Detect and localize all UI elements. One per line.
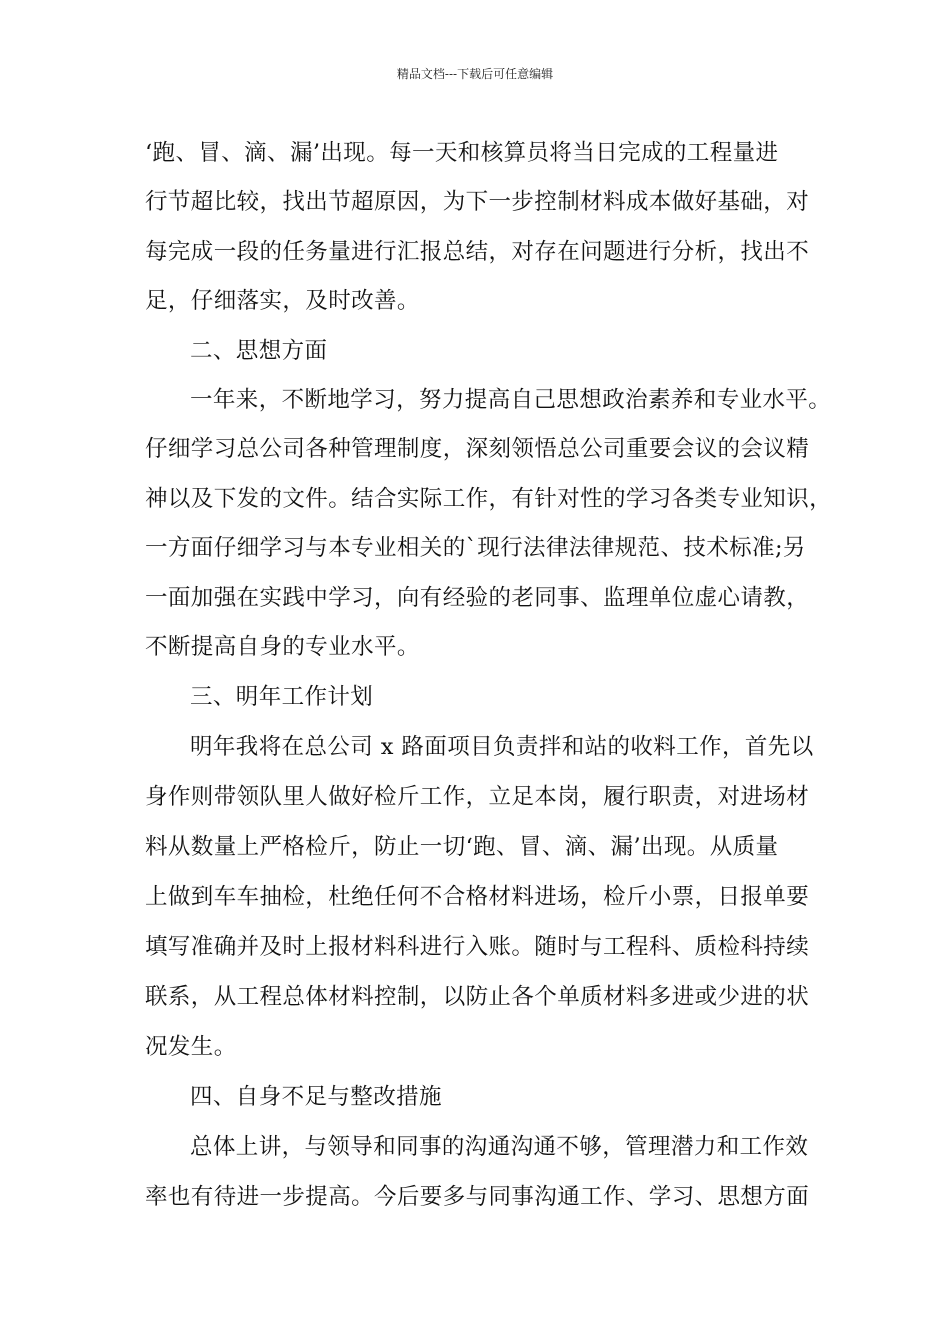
body-line: 足，仔细落实，及时改善。 bbox=[145, 288, 420, 314]
body-line: 联系，从工程总体材料控制，以防止各个单质材料多进或少进的状 bbox=[145, 984, 810, 1010]
body-line: 填写准确并及时上报材料科进行入账。随时与工程科、质检科持续 bbox=[145, 934, 810, 960]
body-line: 神以及下发的文件。结合实际工作，有针对性的学习各类专业知识， bbox=[145, 486, 833, 512]
body-line: 一面加强在实践中学习，向有经验的老同事、监理单位虚心请教， bbox=[145, 585, 810, 611]
body-line: 明年我将在总公司 x 路面项目负责拌和站的收料工作，首先以 bbox=[190, 734, 814, 760]
section-heading: 三、明年工作计划 bbox=[190, 684, 374, 710]
body-line: ‘跑、冒、滴、漏’出现。每一天和核算员将当日完成的工程量进 bbox=[145, 140, 779, 166]
page-header: 精品文档---下载后可任意编辑 bbox=[396, 67, 554, 81]
body-line: 行节超比较，找出节超原因，为下一步控制材料成本做好基础，对 bbox=[145, 189, 810, 215]
body-line: 料从数量上严格检斤，防止一切‘跑、冒、滴、漏’出现。从质量 bbox=[145, 834, 779, 860]
section-heading: 四、自身不足与整改措施 bbox=[190, 1084, 442, 1110]
body-line: 身作则带领队里人做好检斤工作，立足本岗，履行职责，对进场材 bbox=[145, 784, 810, 810]
section-heading: 二、思想方面 bbox=[190, 338, 328, 364]
body-line: 不断提高自身的专业水平。 bbox=[145, 634, 420, 660]
body-line: 仔细学习总公司各种管理制度，深刻领悟总公司重要会议的会议精 bbox=[145, 436, 810, 462]
body-line: 每完成一段的任务量进行汇报总结，对存在问题进行分析，找出不 bbox=[145, 239, 810, 265]
body-line: 一方面仔细学习与本专业相关的`现行法律法律规范、技术标准;另 bbox=[145, 535, 806, 561]
body-line: 总体上讲，与领导和同事的沟通沟通不够，管理潜力和工作效 bbox=[190, 1134, 809, 1160]
body-line: 率也有待进一步提高。今后要多与同事沟通工作、学习、思想方面 bbox=[145, 1184, 810, 1210]
body-line: 一年来，不断地学习，努力提高自己思想政治素养和专业水平。 bbox=[190, 387, 832, 413]
body-line: 况发生。 bbox=[145, 1034, 237, 1060]
body-line: 上做到车车抽检，杜绝任何不合格材料进场，检斤小票，日报单要 bbox=[145, 884, 810, 910]
